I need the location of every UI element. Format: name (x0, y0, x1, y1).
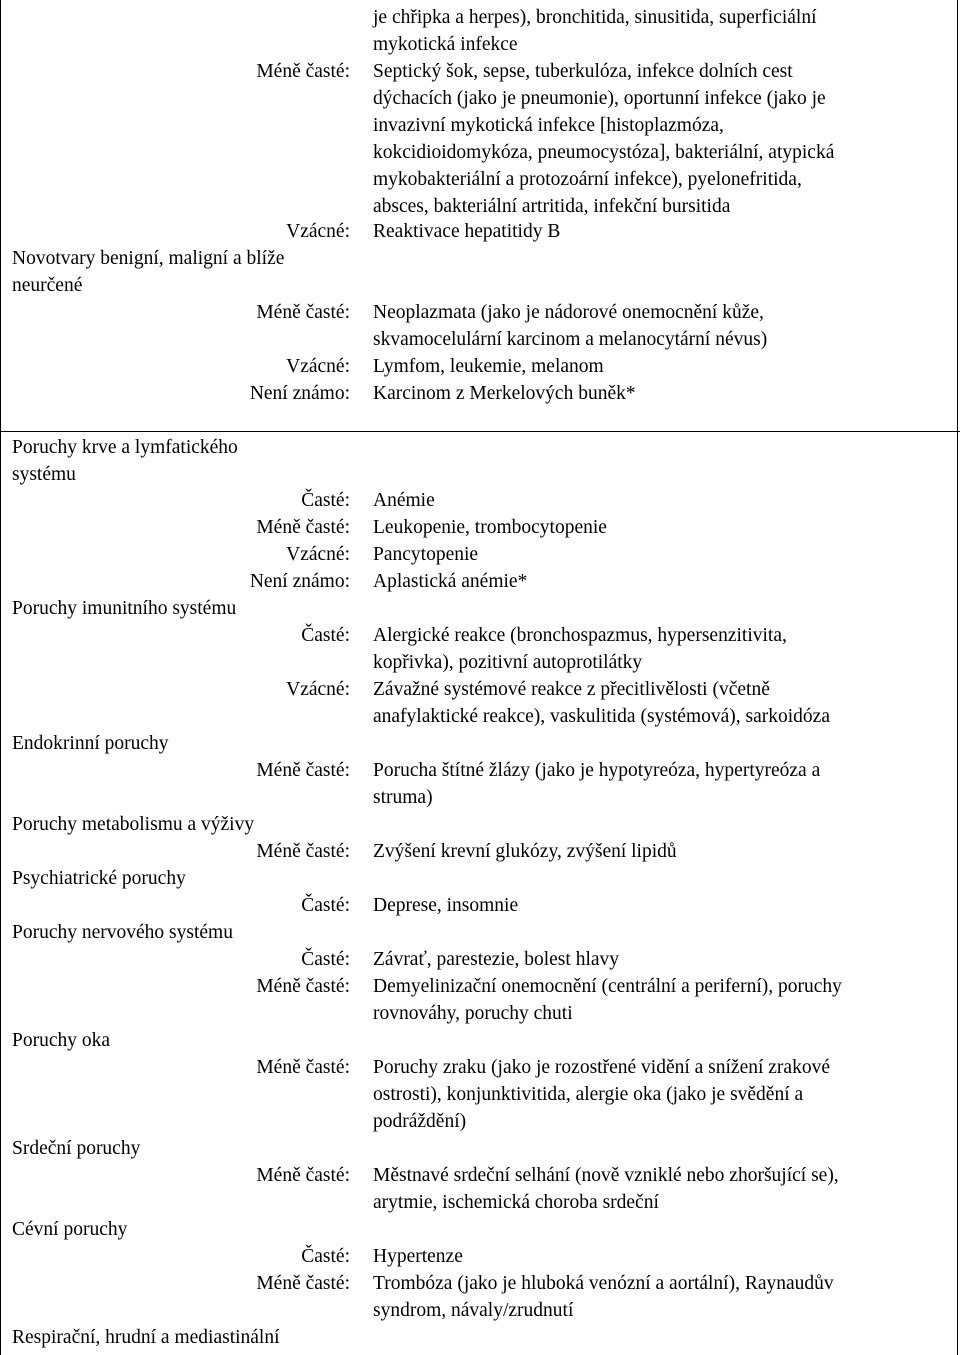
effect-description: absces, bakteriální artritida, infekční bursitida (373, 196, 731, 217)
section-divider (0, 431, 960, 432)
effect-description: Anémie (373, 490, 435, 511)
category-label: Poruchy oka (12, 1030, 111, 1051)
frequency-label: Vzácné: (286, 356, 350, 377)
category-label: Novotvary benigní, maligní a blíže (12, 248, 285, 269)
frequency-label: Méně časté: (256, 976, 350, 997)
effect-description: arytmie, ischemická choroba srdeční (373, 1192, 659, 1213)
effect-description: Pancytopenie (373, 544, 479, 565)
frequency-label: Není známo: (249, 383, 350, 404)
category-label: Poruchy nervového systému (12, 922, 233, 943)
frequency-label: Méně časté: (256, 517, 350, 538)
effect-description: Závažné systémové reakce z přecitlivělosti (včetně (373, 679, 770, 700)
effect-description: Septický šok, sepse, tuberkulóza, infekce dolních cest (373, 61, 793, 82)
effect-description: mykotická infekce (373, 34, 518, 55)
effect-description: Městnavé srdeční selhání (nově vzniklé nebo zhoršující se), (373, 1165, 839, 1186)
category-label: Psychiatrické poruchy (12, 868, 186, 889)
frequency-label: Časté: (301, 625, 350, 646)
effect-description: Neoplazmata (jako je nádorové onemocnění kůže, (373, 302, 764, 323)
effect-description: kopřivka), pozitivní autoprotilátky (373, 652, 643, 673)
effect-description: ostrosti), konjunktivitida, alergie oka (jako je svědění a (373, 1084, 804, 1105)
effect-description: Trombóza (jako je hluboká venózní a aortální), Raynaudův (373, 1273, 834, 1294)
frequency-label: Vzácné: (286, 679, 350, 700)
frequency-label: Není známo: (249, 571, 350, 592)
frequency-label: Méně časté: (256, 841, 350, 862)
effect-description: Reaktivace hepatitidy B (373, 221, 561, 242)
frequency-label: Časté: (301, 895, 350, 916)
effect-description: Deprese, insomnie (373, 895, 519, 916)
effect-description: Demyelinizační onemocnění (centrální a periferní), poruchy (373, 976, 842, 997)
category-label: Poruchy metabolismu a výživy (12, 814, 255, 835)
effect-description: Alergické reakce (bronchospazmus, hypersenzitivita, (373, 625, 787, 646)
effect-description: Lymfom, leukemie, melanom (373, 356, 604, 377)
frequency-label: Méně časté: (256, 760, 350, 781)
effect-description: syndrom, návaly/zrudnutí (373, 1300, 574, 1321)
frequency-label: Méně časté: (256, 302, 350, 323)
effect-description: kokcidioidomykóza, pneumocystóza], bakteriální, atypická (373, 142, 835, 163)
effect-description: dýchacích (jako je pneumonie), oportunní infekce (jako je (373, 88, 826, 109)
effect-description: podráždění) (373, 1111, 467, 1132)
category-label: neurčené (12, 275, 83, 296)
frequency-label: Méně časté: (256, 1273, 350, 1294)
effect-description: Porucha štítné žlázy (jako je hypotyreóza, hypertyreóza a (373, 760, 821, 781)
category-label: Endokrinní poruchy (12, 733, 169, 754)
category-label: Poruchy imunitního systému (12, 598, 237, 619)
frequency-label: Vzácné: (286, 221, 350, 242)
frequency-label: Méně časté: (256, 1057, 350, 1078)
effect-description: mykobakteriální a protozoární infekce), pyelonefritida, (373, 169, 802, 190)
effect-description: je chřipka a herpes), bronchitida, sinusitida, superficiální (373, 7, 817, 28)
effect-description: struma) (373, 787, 433, 808)
effect-description: rovnováhy, poruchy chuti (373, 1003, 573, 1024)
frequency-label: Vzácné: (286, 544, 350, 565)
frequency-label: Časté: (301, 490, 350, 511)
effect-description: Zvýšení krevní glukózy, zvýšení lipidů (373, 841, 677, 862)
effect-description: Poruchy zraku (jako je rozostřené vidění a snížení zrakové (373, 1057, 830, 1078)
effect-description: Aplastická anémie* (373, 571, 528, 592)
frequency-label: Časté: (301, 949, 350, 970)
category-label: Respirační, hrudní a mediastinální (12, 1327, 280, 1348)
frequency-label: Méně časté: (256, 61, 350, 82)
effect-description: skvamocelulární karcinom a melanocytární névus) (373, 329, 768, 350)
category-label: Cévní poruchy (12, 1219, 128, 1240)
frequency-label: Časté: (301, 1246, 350, 1267)
effect-description: anafylaktické reakce), vaskulitida (systémová), sarkoidóza (373, 706, 830, 727)
effect-description: Závrať, parestezie, bolest hlavy (373, 949, 620, 970)
effect-description: Karcinom z Merkelových buněk* (373, 383, 636, 404)
category-label: systému (12, 464, 76, 485)
category-label: Poruchy krve a lymfatického (12, 437, 238, 458)
effect-description: Hypertenze (373, 1246, 463, 1267)
effect-description: invazivní mykotická infekce [histoplazmóza, (373, 115, 724, 136)
frequency-label: Méně časté: (256, 1165, 350, 1186)
category-label: Srdeční poruchy (12, 1138, 141, 1159)
effect-description: Leukopenie, trombocytopenie (373, 517, 607, 538)
